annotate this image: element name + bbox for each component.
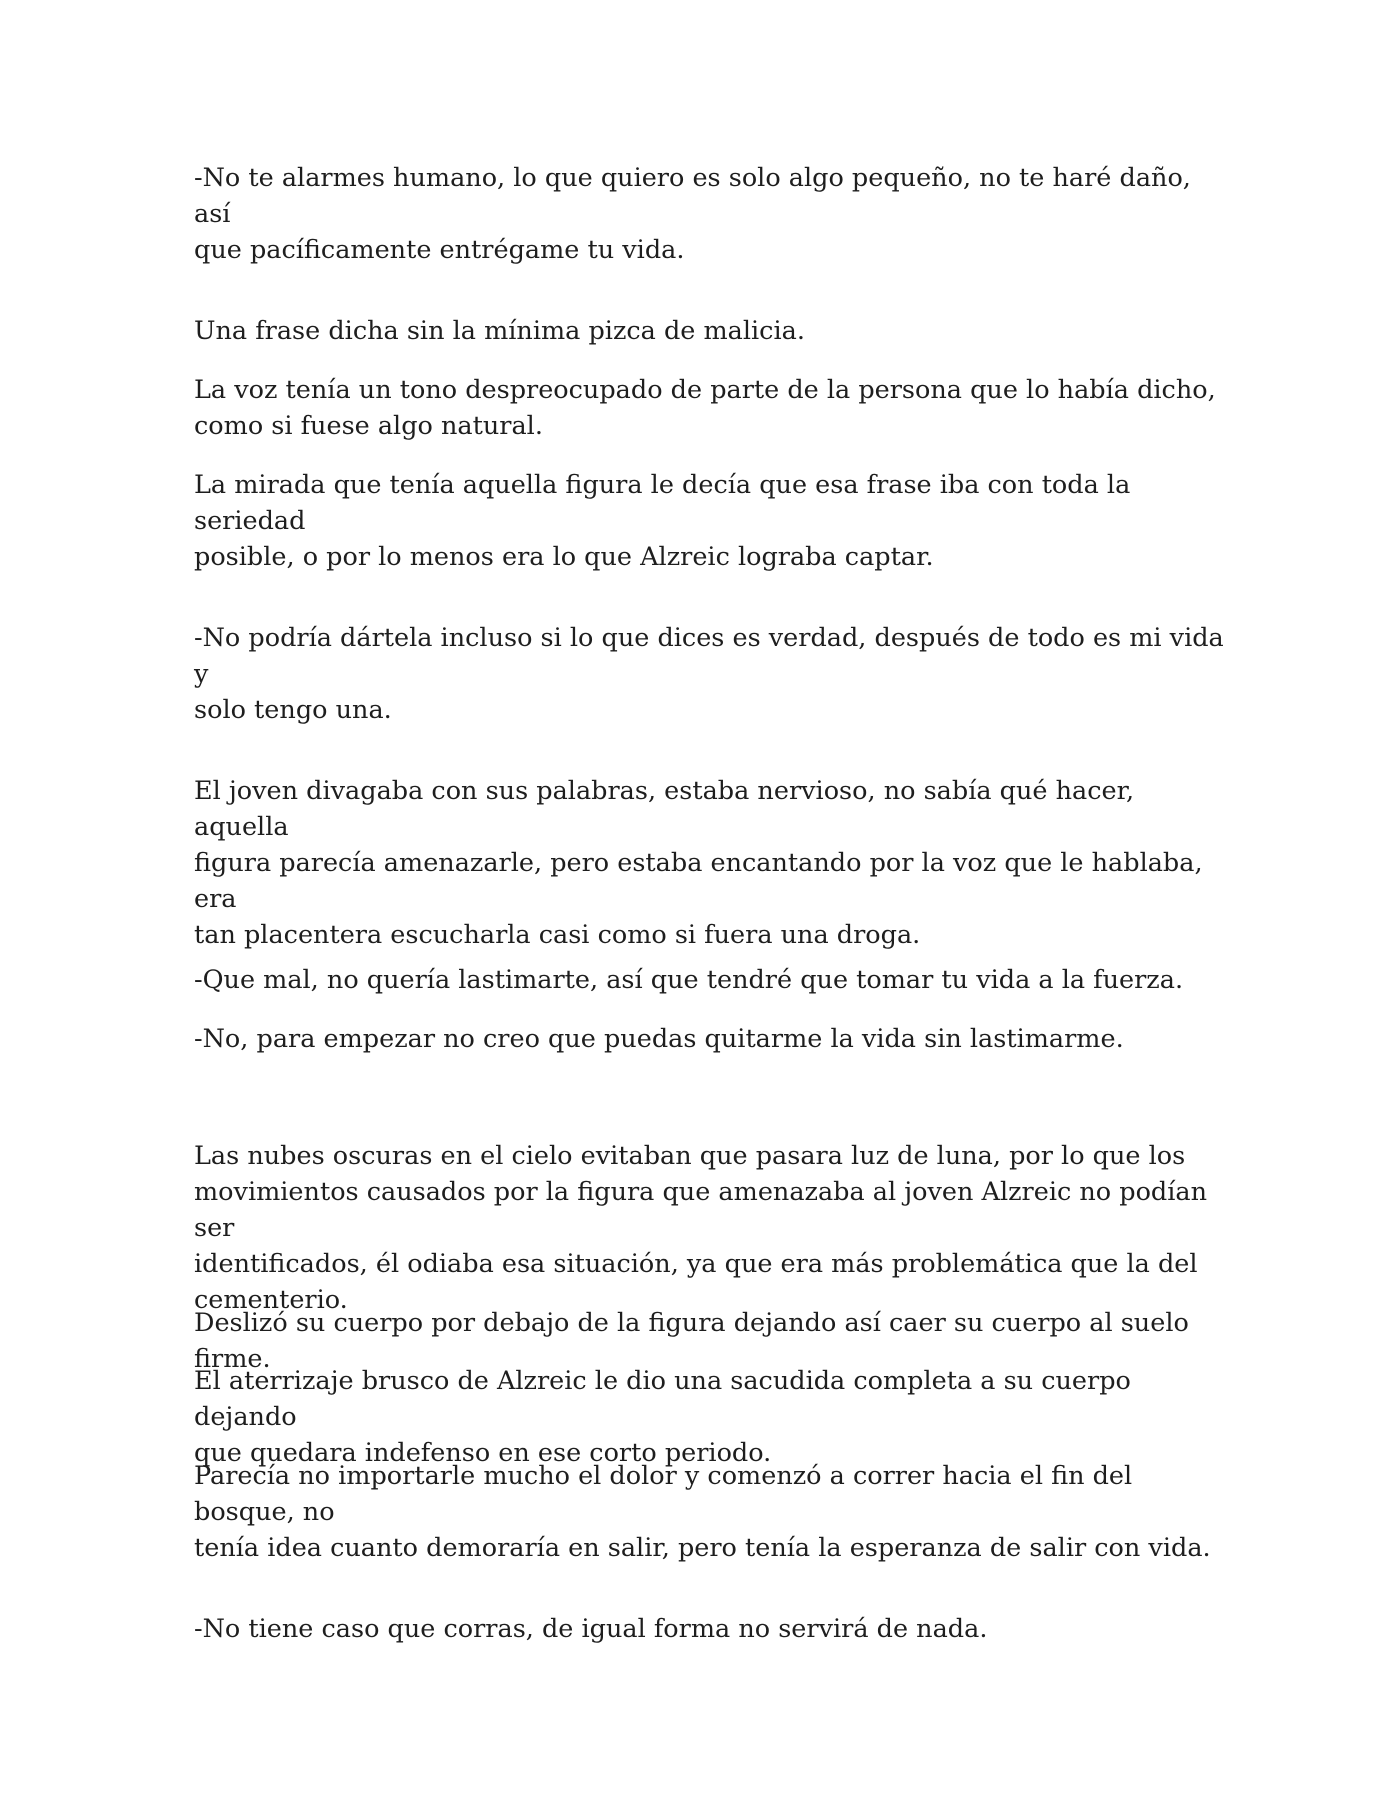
text-line: como si fuese algo natural. (194, 411, 543, 441)
paragraph (194, 962, 1224, 998)
text-line: tenía idea cuanto demoraría en salir, pero tenía la esperanza de salir con vida. (194, 1533, 1211, 1563)
paragraph (194, 313, 1224, 349)
text-line: -No, para empezar no creo que puedas quitarme la vida sin lastimarme. (194, 1024, 1124, 1054)
paragraph (194, 372, 1224, 444)
text-line: que quedara indefenso en ese corto periodo. (194, 1438, 772, 1468)
text-line: La voz tenía un tono despreocupado de parte de la persona que lo había dicho, (194, 375, 1216, 405)
text-line: Deslizó su cuerpo por debajo de la figura dejando así caer su cuerpo al suelo firme. (194, 1308, 1189, 1374)
text-line: que pacíficamente entrégame tu vida. (194, 235, 685, 265)
text-line: figura parecía amenazarle, pero estaba encantando por la voz que le hablaba, era (194, 848, 1203, 914)
text-line: movimientos causados por la figura que amenazaba al joven Alzreic no podían ser (194, 1177, 1208, 1243)
paragraph (194, 1458, 1224, 1566)
paragraph (194, 1611, 1224, 1647)
paragraph (194, 773, 1224, 953)
paragraph (194, 1021, 1224, 1057)
text-line: El joven divagaba con sus palabras, estaba nervioso, no sabía qué hacer, aquella (194, 776, 1135, 842)
text-line: Las nubes oscuras en el cielo evitaban que pasara luz de luna, por lo que los (194, 1141, 1186, 1171)
paragraph (194, 160, 1224, 268)
paragraph (194, 620, 1224, 728)
paragraph (194, 467, 1224, 575)
paragraph (194, 1138, 1224, 1318)
text-line: identificados, él odiaba esa situación, ya que era más problemática que la del (194, 1249, 1198, 1279)
text-line: -No podría dártela incluso si lo que dices es verdad, después de todo es mi vida y (194, 623, 1224, 689)
text-line: -No tiene caso que corras, de igual forma no servirá de nada. (194, 1614, 988, 1644)
text-line: cementerio. (194, 1285, 348, 1315)
text-line: -Que mal, no quería lastimarte, así que tendré que tomar tu vida a la fuerza. (194, 965, 1184, 995)
text-line: Una frase dicha sin la mínima pizca de malicia. (194, 316, 805, 346)
text-line: solo tengo una. (194, 695, 392, 725)
paragraph (194, 1363, 1224, 1471)
text-line: Parecía no importarle mucho el dolor y comenzó a correr hacia el fin del bosque, no (194, 1461, 1133, 1527)
text-line: tan placentera escucharla casi como si fuera una droga. (194, 920, 921, 950)
text-line: El aterrizaje brusco de Alzreic le dio una sacudida completa a su cuerpo dejando (194, 1366, 1131, 1432)
text-line: La mirada que tenía aquella figura le decía que esa frase iba con toda la seriedad (194, 470, 1131, 536)
text-line: posible, o por lo menos era lo que Alzreic lograba captar. (194, 542, 934, 572)
text-line: -No te alarmes humano, lo que quiero es solo algo pequeño, no te haré daño, así (194, 163, 1191, 229)
